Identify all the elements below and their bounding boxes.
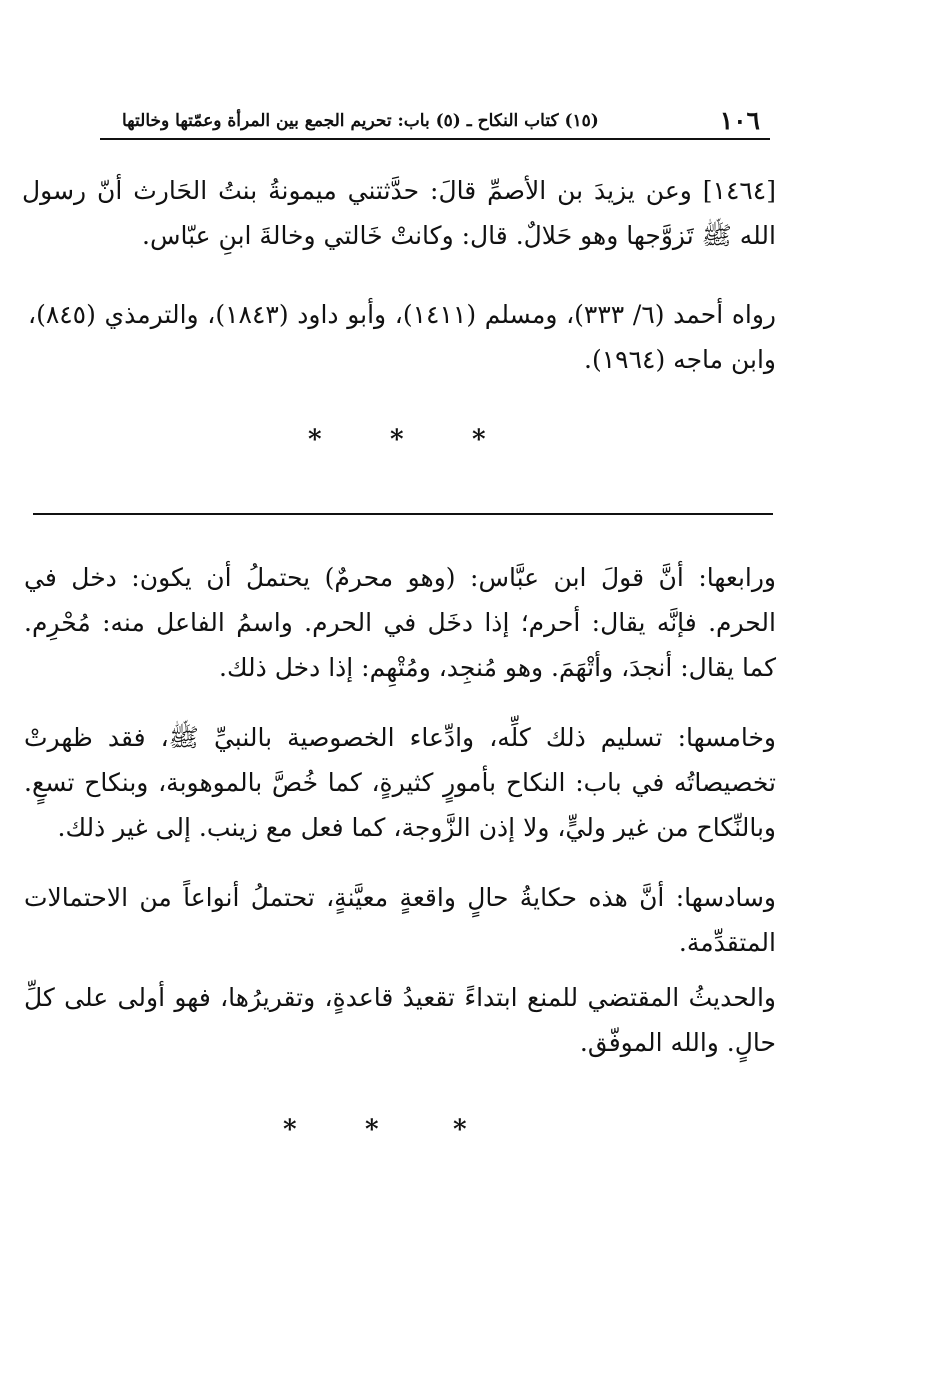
hadith-text: [١٤٦٤] وعن يزيدَ بن الأصمِّ قالَ: حدَّثتني ميمونةُ بنتُ الحَارث أنّ رسول الله ﷺ تَزوَّجها وهو حَلالٌ. قال: وكانتْ خَالتي وخالةَ ابنِ عبّاس. [22, 176, 776, 250]
page-number: ١٠٦ [719, 106, 760, 135]
separator-star: * [283, 1115, 297, 1145]
separator-star: * [472, 425, 486, 455]
commentary-paragraph-4: ورابعها: أنَّ قولَ ابن عبَّاس: (وهو محرمٌ) يحتملُ أن يكون: دخل في الحرم. فإنَّه يقال: أحرم؛ إذا دخَل في الحرم. واسمُ الفاعل منه: مُحْرِم. كما يقال: أنجدَ، وأتْهَمَ. وهو مُنجِد، ومُتْهِم: إذا دخل ذلك. [24, 563, 776, 682]
running-title: (١٥) كتاب النكاح ـ (٥) باب: تحريم الجمع بين المرأة وعمّتها وخالتها [122, 111, 599, 131]
section-separator-bottom [275, 1115, 475, 1145]
section-separator-top [300, 425, 500, 455]
separator-star: * [390, 425, 404, 455]
separator-star: * [453, 1115, 467, 1145]
commentary-paragraph-5: وخامسها: تسليم ذلك كلِّه، وادِّعاء الخصوصية بالنبيِّ ﷺ، فقد ظهرتْ تخصيصاتُه في باب: النكاح بأمورٍ كثيرةٍ، كما خُصَّ بالموهوبة، وبنكاح تسعٍ. وبالنِّكاح من غير وليٍّ، ولا إذن الزَّوجة، كما فعل مع زينب. إلى غير ذلك. [24, 723, 776, 842]
footnote-divider [33, 513, 773, 515]
takhrij-text: رواه أحمد (٦/ ٣٣٣)، ومسلم (١٤١١)، وأبو داود (١٨٤٣)، والترمذي (٨٤٥)، وابن ماجه (١٩٦٤). [28, 300, 777, 374]
separator-star: * [365, 1115, 379, 1145]
commentary-paragraph-6: وسادسها: أنَّ هذه حكايةُ حالٍ واقعةٍ معيَّنةٍ، تحتملُ أنواعاً من الاحتمالات المتقدِّمة. [24, 883, 776, 957]
page-header [100, 106, 770, 140]
separator-star: * [308, 425, 322, 455]
commentary-paragraph-conclusion: والحديثُ المقتضي للمنع ابتداءً تقعيدُ قاعدةٍ، وتقريرُها، فهو أولى على كلِّ حالٍ. والله الموفّق. [24, 983, 776, 1057]
